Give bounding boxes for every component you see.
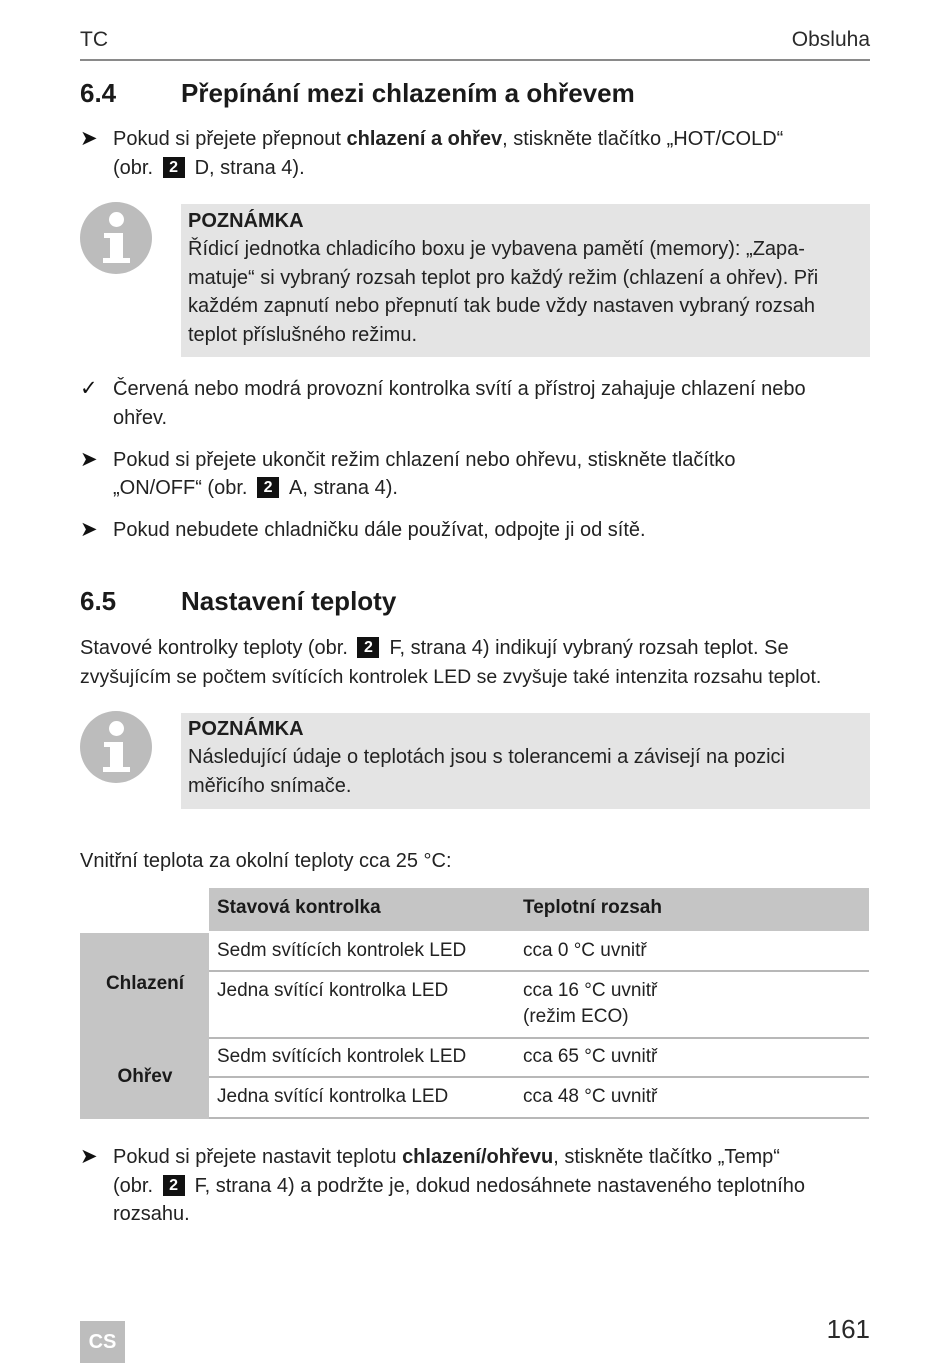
intro-line-1: Stavové kontrolky teploty (obr. 2 F, strana 4) indikují vybraný rozsah teplot. Se [80,637,789,659]
table-header-range: Teplotní rozsah [523,897,662,918]
note-title: POZNÁMKA [188,718,304,740]
step-arrow-icon: ➤ [80,127,98,150]
intro-line-2: zvyšujícím se počtem svítících kontrolek LED se zvyšuje také intenzita rozsahu teplot. [80,666,822,688]
table-row-divider [209,970,869,972]
step-2-line-2: „ON/OFF“ (obr. 2 A, strana 4). [113,477,398,499]
figure-ref-badge: 2 [163,1175,185,1196]
table-row-4-range: cca 48 °C uvnitř [523,1086,658,1107]
step-3-line-1: Pokud nebudete chladničku dále používat, odpojte ji od sítě. [113,519,646,541]
header-right: Obsluha [791,28,870,51]
note-box-2 [181,713,870,809]
step-1-line-2: (obr. 2 D, strana 4). [113,157,305,179]
section-6-4-title: Přepínání mezi chlazením a ohřevem [181,78,635,108]
table-row-3-range: cca 65 °C uvnitř [523,1046,658,1067]
info-icon [80,711,152,783]
note-box-1 [181,204,870,357]
table-header-row [209,888,869,931]
result-line-2: ohřev. [113,407,168,429]
header-left: TC [80,28,108,51]
result-line-1: Červená nebo modrá provozní kontrolka svítí a přístroj zahajuje chlazení nebo [113,378,806,400]
table-group-cooling: Chlazení [105,973,185,994]
table-group-column [80,933,209,1119]
table-row-2-range: cca 16 °C uvnitř (režim ECO) [523,980,658,1027]
note-title: POZNÁMKA [188,210,304,232]
table-row-4-indicator: Jedna svítící kontrolka LED [217,1086,449,1107]
temp-step-line-2: (obr. 2 F, strana 4) a podržte je, dokud nedosáhnete nastaveného teplotního [113,1175,806,1197]
page-number: 161 [826,1314,870,1344]
section-6-4-number: 6.4 [80,78,117,108]
temp-step-line-1: Pokud si přejete nastavit teplotu chlazení/ohřevu, stiskněte tlačítko „Temp“ [113,1146,780,1168]
section-6-5-title: Nastavení teploty [181,586,397,616]
table-row-divider [209,1037,869,1039]
table-bottom-rule [209,1117,869,1119]
step-arrow-icon: ➤ [80,1145,98,1168]
step-1-line-1: Pokud si přejete přepnout chlazení a ohřev, stiskněte tlačítko „HOT/COLD“ [113,128,784,150]
figure-ref-badge: 2 [257,477,279,498]
figure-ref-badge: 2 [357,637,379,658]
table-header-indicator: Stavová kontrolka [217,897,381,918]
table-row-3-indicator: Sedm svítících kontrolek LED [217,1046,467,1067]
figure-ref-badge: 2 [163,157,185,178]
note-2-text: Následující údaje o teplotách jsou s tolerancemi a závisejí na pozici měřicího snímače. [188,746,785,797]
note-1-text: Řídicí jednotka chladicího boxu je vybavena pamětí (memory): „Zapa- matuje“ si vybraný rozsah teplot pro každý režim (chlazení a ohřev). Při každém zapnutí nebo přepnutí tak bude vždy nastaven vybraný rozsah teplot příslušného režimu. [188,238,819,346]
step-arrow-icon: ➤ [80,518,98,541]
check-icon: ✓ [80,377,98,400]
temp-step-line-3: rozsahu. [113,1203,190,1225]
table-group-heating: Ohřev [117,1066,173,1087]
info-icon [80,202,152,274]
step-2-line-1: Pokud si přejete ukončit režim chlazení nebo ohřevu, stiskněte tlačítko [113,449,736,471]
step-arrow-icon: ➤ [80,448,98,471]
table-caption: Vnitřní teplota za okolní teploty cca 25 °C: [80,850,452,872]
language-badge: CS [80,1321,125,1363]
header-rule [80,59,870,61]
table-row-divider [209,1076,869,1078]
table-row-1-range: cca 0 °C uvnitř [523,940,647,961]
table-row-2-indicator: Jedna svítící kontrolka LED [217,980,449,1001]
section-6-5-number: 6.5 [80,586,117,616]
table-row-1-indicator: Sedm svítících kontrolek LED [217,940,467,961]
